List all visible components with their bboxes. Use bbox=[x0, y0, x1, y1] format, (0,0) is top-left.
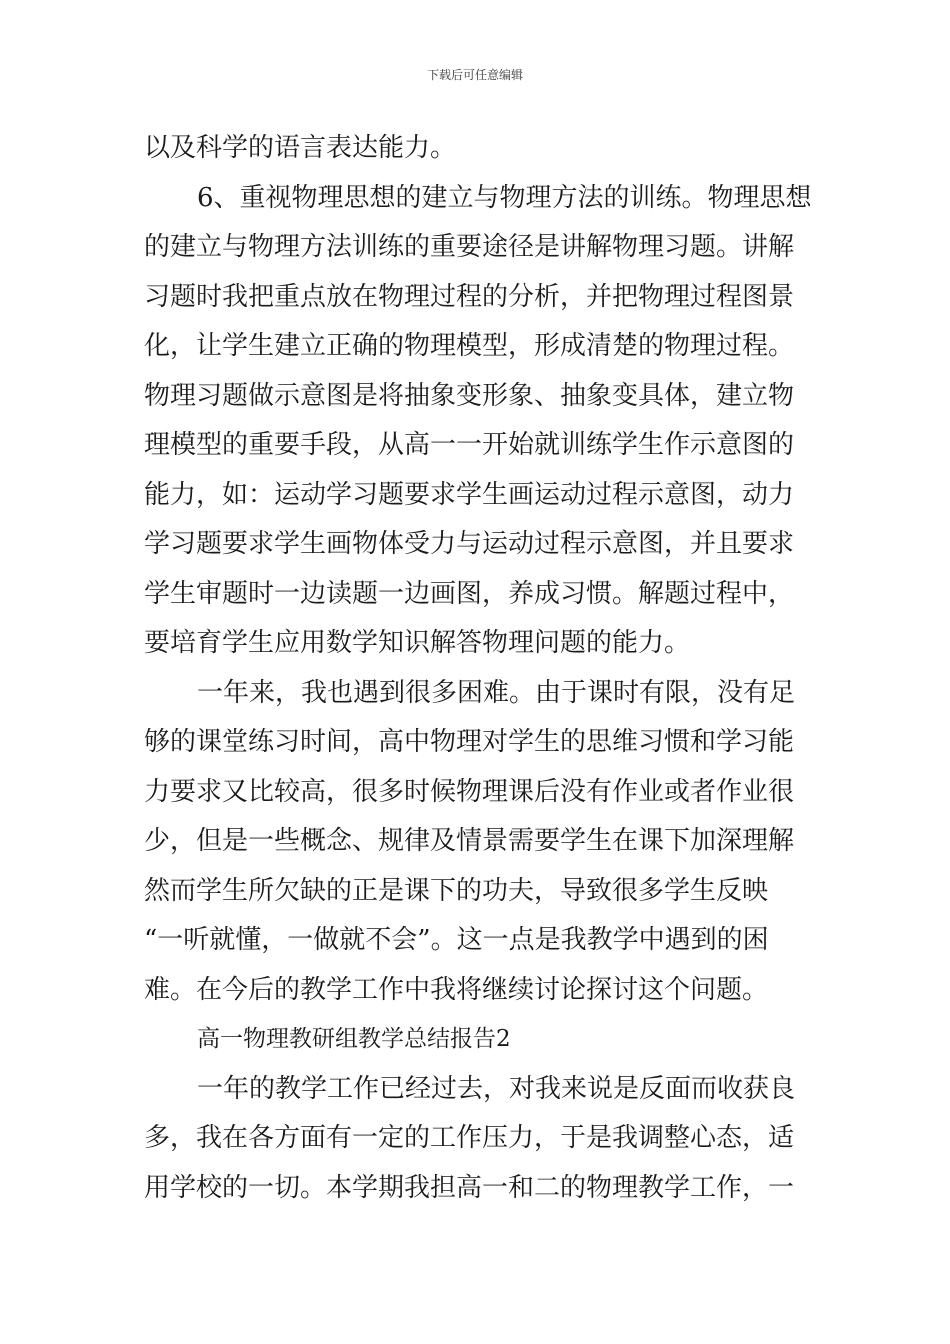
text-line: 用学校的一切。本学期我担高一和二的物理教学工作，一 bbox=[144, 1172, 795, 1203]
text-line: 一年来，我也遇到很多困难。由于课时有限，没有足 bbox=[197, 677, 796, 708]
text-line: 够的课堂练习时间，高中物理对学生的思维习惯和学习能 bbox=[144, 727, 795, 757]
text-line: 6、重视物理思想的建立与物理方法的训练。物理思想 bbox=[197, 182, 812, 213]
text-line: 力要求又比较高，很多时候物理课后没有作业或者作业很 bbox=[144, 776, 795, 807]
page-header-note: 下载后可任意编辑 bbox=[426, 68, 523, 82]
text-line: 然而学生所欠缺的正是课下的功夫，导致很多学生反映 bbox=[144, 875, 769, 906]
text-line: “一听就懂，一做就不会”。这一点是我教学中遇到的困 bbox=[144, 925, 769, 955]
text-line: 能力，如：运动学习题要求学生画运动过程示意图，动力 bbox=[144, 479, 795, 510]
text-line: 一年的教学工作已经过去，对我来说是反面而收获良 bbox=[197, 1073, 796, 1104]
text-line: 多，我在各方面有一定的工作压力，于是我调整心态，适 bbox=[144, 1123, 795, 1153]
section-heading: 高一物理教研组教学总结报告2 bbox=[197, 1026, 511, 1052]
text-line: 学习题要求学生画物体受力与运动过程示意图，并且要求 bbox=[144, 529, 795, 559]
text-line: 的建立与物理方法训练的重要途径是讲解物理习题。讲解 bbox=[144, 232, 795, 262]
text-line: 难。在今后的教学工作中我将继续讨论探讨这个问题。 bbox=[144, 974, 769, 1005]
text-line: 少，但是一些概念、规律及情景需要学生在课下加深理解 bbox=[144, 826, 795, 856]
text-line: 化，让学生建立正确的物理模型，形成清楚的物理过程。 bbox=[144, 331, 795, 361]
text-line: 理模型的重要手段，从高一一开始就训练学生作示意图的 bbox=[144, 430, 795, 460]
document-body bbox=[144, 124, 812, 1213]
text-line: 要培育学生应用数学知识解答物理问题的能力。 bbox=[144, 628, 691, 658]
text-line: 物理习题做示意图是将抽象变形象、抽象变具体，建立物 bbox=[144, 380, 795, 411]
text-line: 习题时我把重点放在物理过程的分析，并把物理过程图景 bbox=[144, 281, 795, 312]
text-line: 以及科学的语言表达能力。 bbox=[144, 133, 457, 163]
text-line: 学生审题时一边读题一边画图，养成习惯。解题过程中， bbox=[144, 578, 795, 609]
